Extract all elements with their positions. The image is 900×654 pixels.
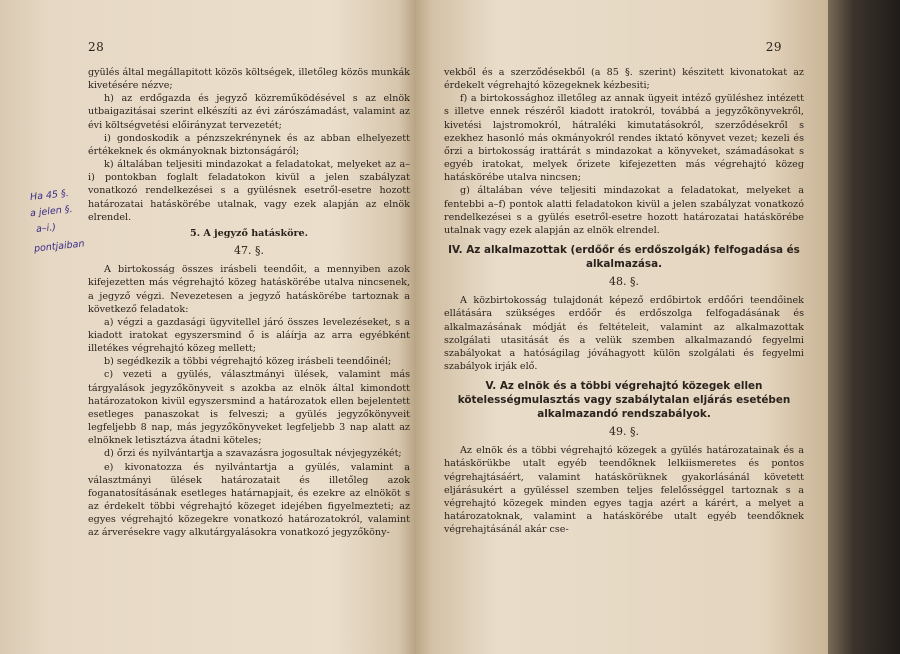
book-edge: [828, 0, 900, 654]
right-page: [418, 0, 828, 654]
page-number: 28: [88, 40, 105, 54]
paragraph: gyülés által megállapitott közös költségek, illetőleg közös munkák kivetésére nézve;: [88, 67, 410, 92]
section-heading: 5. A jegyző hatásköre.: [190, 227, 308, 239]
paragraph-f: f) a birtokossághoz illetőleg az annak ügyeit intéző gyüléshez intézett s illetve ennek részéről kiadott iratokról, továbbá a jegyzőkönyvekről, kivetési lajstromokról, hátraléki kimutatásokról, szerződésekről s ezekhez hasonló más okmányokról rendes iktató könyvet vezet; kezeli és őrzi a birtokosság irattárát s mindazokat a könyveket, számadásokat s egyéb iratokat, melyek őrizete kifejezetten más végrehajtó közeg hatáskörébe utalva nincsen;: [444, 93, 804, 184]
page-body: [444, 66, 804, 536]
paragraph-d: d) őrzi és nyilvántartja a szavazásra jogosultak névjegyzékét;: [104, 448, 402, 460]
section-number: 48. §.: [609, 275, 639, 289]
handwritten-note: pontjaiban: [33, 238, 85, 255]
paragraph-k: k) általában teljesiti mindazokat a feladatokat, melyeket az a–i) pontokban foglalt feladatokon kivül a jelen szabályzat vonatkozó rendelkezései s a gyülésnek esetről-esetre hozott határozatai hatáskörébe utalnak, vagy ezek alapján az elnök elrendel.: [88, 159, 410, 223]
paragraph-c: c) vezeti a gyülés, választmányi ülések, valamint más tárgyalások jegyzőkönyveit s azokba az elnök által kimondott határozatokon kivül egyszersmind a határozatok ellen bejelentett esetleges panaszokat is felveszi; a gyülés jegyzőkönyveit legfeljebb 8 nap, más jegyzőkönyveket legfeljebb 3 nap alatt az elnöknek letisztázva átadni köteles;: [88, 369, 410, 447]
paragraph: Az elnök és a többi végrehajtó közegek a gyülés határozatainak és a hatáskörükbe utalt egyéb teendőknek lelkiismeretes és pontos végrehajtásáért, valamint hatáskörüknek gyakorlásánál követett eljárásukért a gyüléssel szemben teljes felelősséggel tartoznak s a végrehajtó közegek minden egyes tagja azért a kárért, a melyet a határozatoknak, valamint a hatáskörébe utalt egyéb teendőknek végrehajtásánál akár cse-: [444, 445, 804, 536]
paragraph-h: h) az erdőgazda és jegyző közreműködésével s az elnök utbaigazitásai szerint elkészíti az évi zárószámadást, valamint az évi költségvetési előirányzat tervezetét;: [88, 93, 410, 131]
paragraph-i: i) gondoskodik a pénzszekrénynek és az abban elhelyezett értékeknek és okmányoknak biztonságáról;: [88, 132, 410, 157]
paragraph-a: a) végzi a gazdasági ügyvitellel járó összes levelezéseket, s a kiadott iratokat egyszersmind ő is aláírja az arra egyébként illetékes végrehajtó közeg mellett;: [88, 316, 410, 355]
left-page: [0, 0, 412, 654]
page-number: 29: [765, 40, 782, 54]
paragraph: vekből és a szerződésekből (a 85 §. szerint) készitett kivonatokat az érdekelt végrehajtó közegeknek kézbesiti;: [444, 67, 804, 92]
section-number: 47. §.: [234, 244, 264, 258]
paragraph-g: g) általában véve teljesiti mindazokat a feladatokat, melyeket a fentebbi a–f) pontok alatti feladatokon kivül a jelen szabályzat vonatkozó rendelkezései s a gyülés esetről-esetre hozott határozatai hatáskörébe utalnak vagy ezek alapján az elnök elrendel.: [444, 185, 804, 236]
handwritten-note: a–i.): [35, 221, 57, 236]
handwritten-note: Ha 45 §.: [29, 187, 70, 204]
paragraph-e: e) kivonatozza és nyilvántartja a gyülés, valamint a választmányi ülések határozatait és illetőleg azok foganatosításának esetleges határnapjait, és ezekre az elnököt s az érdekelt többi végrehajtó közeget idejében figyelmezteti; az egyes végrehajtó közegekre vonatkozó határozatokról, valamint az árverésekre vagy alkutárgyalásokra vonatkozó jegyzőköny-: [88, 461, 410, 539]
section-number: 49. §.: [609, 425, 639, 439]
chapter-heading: V. Az elnök és a többi végrehajtó közegek ellen kötelességmulasztás vagy szabálytalan eljárás esetében alkalmazandó rendszabályok.: [457, 380, 791, 421]
chapter-heading: IV. Az alkalmazottak (erdőőr és erdőszolgák) felfogadása és alkalmazása.: [448, 244, 800, 271]
paragraph-b: b) segédkezik a többi végrehajtó közeg irásbeli teendőinél;: [104, 356, 392, 368]
page-body: [88, 66, 410, 539]
paragraph: A közbirtokosság tulajdonát képező erdőbirtok erdőőri teendőinek ellátására szükséges erdőőr és erdőszolga felfogadásának és alkalmazásának módját és feltételeit, valamint az alkalmazottak szolgálati utasitását és a velük szemben alkalmazandó fegyelmi szabályokat a hatóságilag jóváhagyott külön szolgálati és fegyelmi szabályok irják elő.: [444, 295, 804, 372]
paragraph-intro: A birtokosság összes irásbeli teendőit, a mennyiben azok kifejezetten más végrehajtó közeg hatáskörébe utalva nincsenek, a jegyző végzi. Nevezetesen a jegyző hatáskörébe tartoznak a következő feladatok:: [88, 264, 410, 315]
handwritten-note: a jelen §.: [29, 203, 74, 220]
